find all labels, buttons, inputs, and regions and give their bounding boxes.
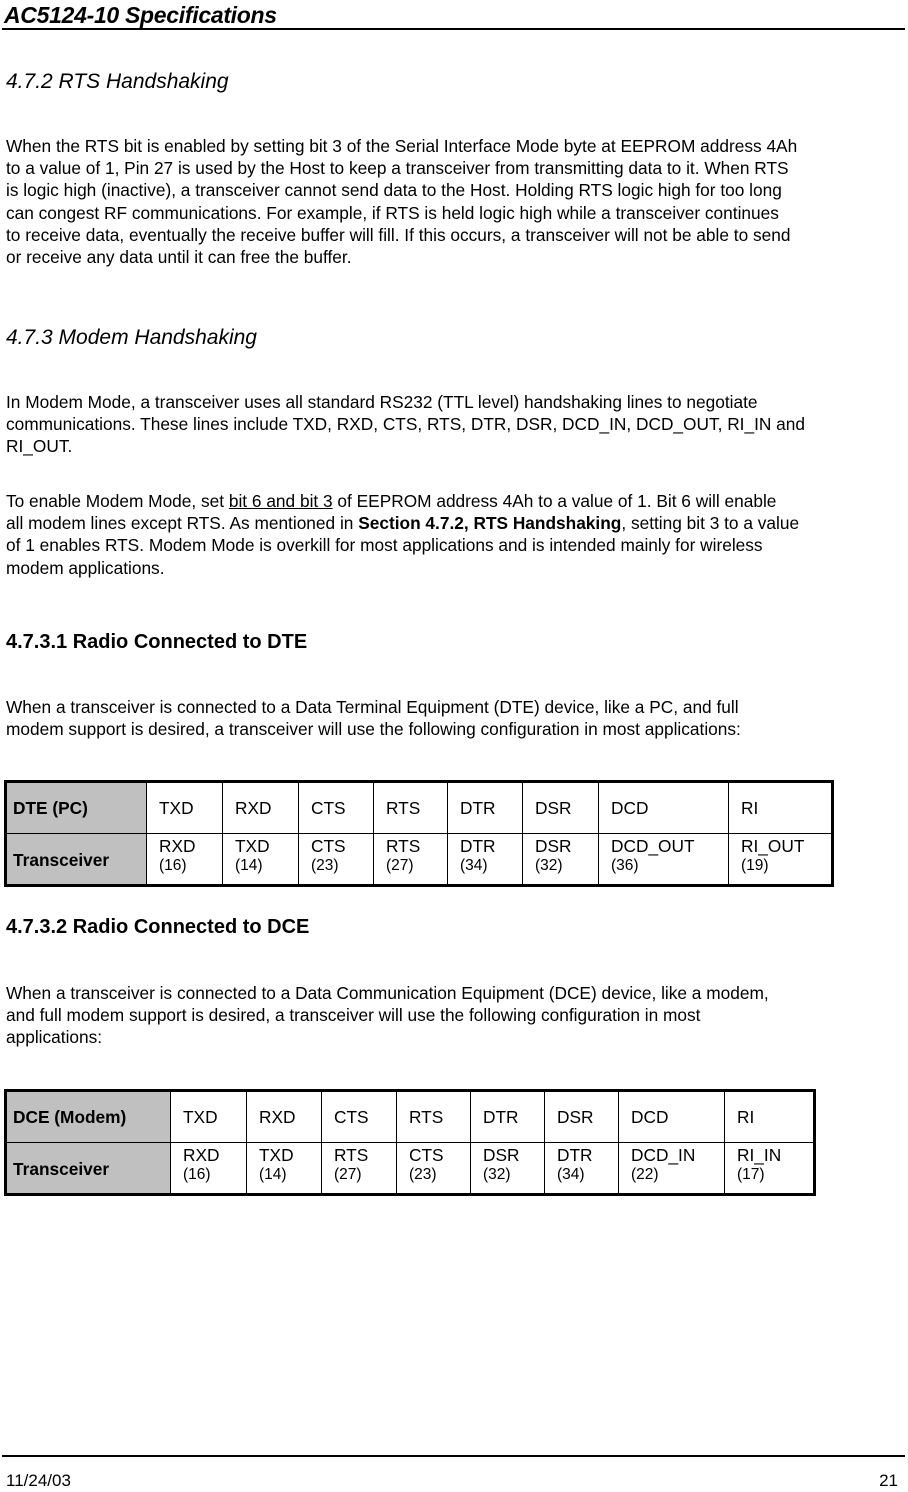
table-cell bbox=[223, 834, 299, 886]
header-rule bbox=[2, 28, 905, 30]
paragraph-enable-modem-mode bbox=[6, 490, 906, 579]
heading-4-7-3-1: 4.7.3.1 Radio Connected to DTE bbox=[6, 631, 308, 653]
pin-number: (14) bbox=[259, 1166, 287, 1183]
section-reference-link[interactable]: Section 4.7.2, RTS Handshaking bbox=[358, 513, 622, 534]
pin-number: (23) bbox=[409, 1166, 437, 1183]
row-label-transceiver: Transceiver bbox=[6, 834, 147, 886]
table-cell bbox=[147, 834, 223, 886]
table-cell: CTS bbox=[322, 1091, 397, 1143]
text-line: RI_OUT. bbox=[6, 436, 73, 457]
pin-number: (14) bbox=[235, 857, 263, 874]
pin-number: (32) bbox=[535, 857, 563, 874]
signal-name: DCD_IN bbox=[631, 1145, 696, 1165]
table-cell: DCD bbox=[619, 1091, 725, 1143]
table-cell bbox=[247, 1143, 322, 1195]
text-line: or receive any data until it can free the buffer. bbox=[6, 247, 352, 268]
signal-name: DTR bbox=[460, 836, 496, 856]
pin-number: (36) bbox=[611, 857, 639, 874]
pin-number: (16) bbox=[183, 1166, 211, 1183]
text-line bbox=[6, 512, 906, 534]
table-cell: RTS bbox=[397, 1091, 471, 1143]
text-run: , setting bit 3 to a value bbox=[621, 513, 800, 534]
text-line: modem applications. bbox=[6, 557, 165, 578]
table-cell bbox=[619, 1143, 725, 1195]
signal-name: CTS bbox=[409, 1145, 444, 1165]
text-line: is logic high (inactive), a transceiver cannot send data to the Host. Holding RTS logic high for too long bbox=[6, 180, 782, 201]
page-number: 21 bbox=[879, 1471, 898, 1490]
signal-name: RI_OUT bbox=[741, 836, 805, 856]
text-line: When a transceiver is connected to a Data Communication Equipment (DCE) device, like a modem, bbox=[6, 983, 769, 1003]
paragraph-radio-dte bbox=[6, 696, 906, 740]
text-line: and full modem support is desired, a transceiver will use the following configuration in most bbox=[6, 1005, 701, 1026]
table-cell bbox=[448, 834, 523, 886]
heading-4-7-2: 4.7.2 RTS Handshaking bbox=[6, 70, 229, 93]
row-label-transceiver: Transceiver bbox=[6, 1143, 171, 1195]
dce-pin-table bbox=[4, 1089, 816, 1196]
signal-name: RXD bbox=[183, 1145, 220, 1165]
table-cell: RI bbox=[729, 782, 833, 834]
underlined-text: bit 6 and bit 3 bbox=[228, 491, 333, 511]
text-line: In Modem Mode, a transceiver uses all standard RS232 (TTL level) handshaking lines to negotiate bbox=[6, 392, 758, 412]
signal-name: RXD bbox=[159, 836, 196, 856]
table-cell bbox=[322, 1143, 397, 1195]
table-row bbox=[6, 1143, 815, 1195]
table-cell: CTS bbox=[299, 782, 374, 834]
document-title: AC5124-10 Specifications bbox=[4, 2, 277, 28]
table-cell bbox=[725, 1143, 815, 1195]
paragraph-rts-handshaking bbox=[6, 135, 906, 268]
heading-4-7-3-2: 4.7.3.2 Radio Connected to DCE bbox=[6, 916, 310, 938]
pin-number: (34) bbox=[460, 857, 488, 874]
row-label-dce: DCE (Modem) bbox=[6, 1091, 171, 1143]
paragraph-radio-dce bbox=[6, 982, 906, 1049]
table-cell bbox=[523, 834, 599, 886]
pin-number: (19) bbox=[741, 857, 769, 874]
text-line: to receive data, eventually the receive buffer will fill. If this occurs, a transceiver will not be able to send bbox=[6, 224, 791, 245]
text-line: When the RTS bit is enabled by setting bit 3 of the Serial Interface Mode byte at EEPROM address 4Ah bbox=[6, 136, 798, 156]
footer-date: 11/24/03 bbox=[6, 1471, 71, 1490]
table-cell bbox=[374, 834, 448, 886]
signal-name: DSR bbox=[483, 1145, 520, 1165]
text-run: all modem lines except RTS. As mentioned in bbox=[6, 513, 359, 534]
table-cell: DCD bbox=[599, 782, 729, 834]
table-cell: TXD bbox=[171, 1091, 247, 1143]
signal-name: DTR bbox=[557, 1145, 593, 1165]
text-run: of EEPROM address 4Ah to a value of 1. Bit 6 will enable bbox=[332, 491, 777, 511]
table-cell: DSR bbox=[545, 1091, 619, 1143]
table-cell bbox=[729, 834, 833, 886]
table-row bbox=[6, 834, 833, 886]
table-cell: RTS bbox=[374, 782, 448, 834]
table-cell bbox=[599, 834, 729, 886]
text-line: modem support is desired, a transceiver will use the following configuration in most applications: bbox=[6, 719, 741, 740]
signal-name: TXD bbox=[259, 1145, 294, 1165]
table-cell: DTR bbox=[471, 1091, 545, 1143]
table-cell bbox=[545, 1143, 619, 1195]
signal-name: CTS bbox=[311, 836, 346, 856]
table-cell bbox=[171, 1143, 247, 1195]
table-cell bbox=[471, 1143, 545, 1195]
pin-number: (23) bbox=[311, 857, 339, 874]
heading-4-7-3: 4.7.3 Modem Handshaking bbox=[6, 326, 257, 349]
text-line: applications: bbox=[6, 1027, 103, 1048]
signal-name: DSR bbox=[535, 836, 572, 856]
signal-name: TXD bbox=[235, 836, 270, 856]
pin-number: (22) bbox=[631, 1166, 659, 1183]
pin-number: (34) bbox=[557, 1166, 585, 1183]
table-cell: RXD bbox=[223, 782, 299, 834]
text-line: When a transceiver is connected to a Data Terminal Equipment (DTE) device, like a PC, and full bbox=[6, 697, 739, 717]
paragraph-modem-mode bbox=[6, 391, 906, 458]
row-label-dte: DTE (PC) bbox=[6, 782, 147, 834]
pin-number: (32) bbox=[483, 1166, 511, 1183]
pin-number: (27) bbox=[334, 1166, 362, 1183]
table-cell: DSR bbox=[523, 782, 599, 834]
text-line: communications. These lines include TXD, RXD, CTS, RTS, DTR, DSR, DCD_IN, DCD_OUT, RI_IN and bbox=[6, 414, 806, 435]
table-cell: TXD bbox=[147, 782, 223, 834]
pin-number: (27) bbox=[386, 857, 414, 874]
text-line: to a value of 1, Pin 27 is used by the Host to keep a transceiver from transmitting data to it. When RTS bbox=[6, 158, 789, 179]
table-row bbox=[6, 1091, 815, 1143]
table-cell: RXD bbox=[247, 1091, 322, 1143]
table-cell bbox=[397, 1143, 471, 1195]
text-line: of 1 enables RTS. Modem Mode is overkill for most applications and is intended mainly for wireless bbox=[6, 535, 763, 556]
signal-name: RTS bbox=[386, 836, 421, 856]
table-cell: DTR bbox=[448, 782, 523, 834]
signal-name: RI_IN bbox=[737, 1145, 782, 1165]
dte-pin-table bbox=[4, 780, 834, 887]
table-cell: RI bbox=[725, 1091, 815, 1143]
pin-number: (17) bbox=[737, 1166, 765, 1183]
signal-name: RTS bbox=[334, 1145, 369, 1165]
text-line bbox=[6, 490, 906, 512]
text-run: To enable Modem Mode, set bbox=[6, 491, 229, 511]
footer-rule bbox=[2, 1455, 905, 1457]
table-cell bbox=[299, 834, 374, 886]
signal-name: DCD_OUT bbox=[611, 836, 695, 856]
pin-number: (16) bbox=[159, 857, 187, 874]
text-line: can congest RF communications. For example, if RTS is held logic high while a transceiver continues bbox=[6, 202, 779, 223]
table-row bbox=[6, 782, 833, 834]
